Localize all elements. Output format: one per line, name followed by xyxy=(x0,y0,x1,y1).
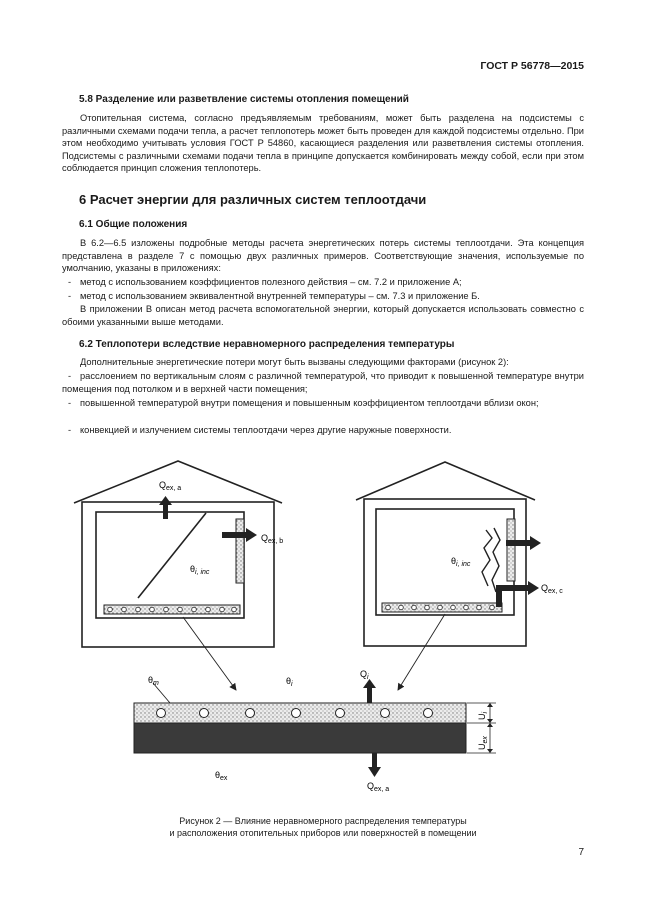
list-item: - конвекцией и излучением системы теплоотдачи через другие наружные поверхности. xyxy=(68,425,452,435)
section-6-2-paragraph: Дополнительные энергетические потери могут быть вызваны следующими факторами (рисунок 2): xyxy=(80,357,509,367)
list-item-text: повышенной температурой внутри помещения и повышенным коэффициентом теплоотдачи вблизи окон; xyxy=(80,398,539,408)
label-u-ex: $U_{ex}$ xyxy=(477,736,489,750)
list-item-text: расслоением по вертикальным слоям с различной температурой, что приводит к повышенной температуре внутри помещения под потолком и в верхней части помещения; xyxy=(62,371,584,394)
section-5-8-title: 5.8 Разделение или разветвление системы отопления помещений xyxy=(79,94,409,105)
section-6-title: 6 Расчет энергии для различных систем теплоотдачи xyxy=(79,192,427,207)
section-6-1-paragraph-2: В приложении В описан метод расчета вспомогательной энергии, который допускается использовать совместно с обоими указанными выше методами. xyxy=(62,304,584,327)
section-6-2-title: 6.2 Теплопотери вследствие неравномерного распределения температуры xyxy=(79,339,455,350)
list-item: - метод с использованием коэффициентов полезного действия – см. 7.2 и приложение А; xyxy=(68,277,462,287)
list-item: - расслоением по вертикальным слоям с различной температурой, что приводит к повышенной температуре внутри помещения под потолком и в верхней части помещения; xyxy=(62,371,584,394)
label-q-i: $Q_i$ xyxy=(360,669,369,681)
label-u-i: $U_i$ xyxy=(477,711,489,720)
list-item-text: метод с использованием эквивалентной внутренней температуры – см. 7.3 и приложение Б. xyxy=(80,291,480,301)
floor-heating-section xyxy=(134,679,496,777)
label-theta-m: $\theta_m$ xyxy=(148,675,159,687)
label-theta-ex: $\theta_{ex}$ xyxy=(215,770,228,782)
label-theta-inc-right: $\theta_{i, inc}$ xyxy=(451,556,471,568)
section-6-1-title: 6.1 Общие положения xyxy=(79,219,188,230)
list-item: - метод с использованием эквивалентной внутренней температуры – см. 7.3 и приложение Б. xyxy=(68,291,480,301)
figure-caption-line-2: и расположения отопительных приборов или поверхностей в помещении xyxy=(169,828,477,838)
section-6-1-paragraph-1: В 6.2—6.5 изложены подробные методы расчета энергетических потерь системы теплоотдачи. Эта концепция представлена в разделе 7 с помощью двух различных примеров. Соответствующие значения, используемые по умолчанию, указаны в приложениях: xyxy=(62,238,584,274)
right-room-illustration xyxy=(356,462,541,646)
label-theta-i: $\theta_i$ xyxy=(286,676,293,688)
figure-caption xyxy=(100,815,546,839)
label-theta-inc-left: $\theta_{i, inc}$ xyxy=(190,564,210,576)
document-header-standard: ГОСТ Р 56778—2015 xyxy=(480,60,584,72)
list-item: - повышенной температурой внутри помещения и повышенным коэффициентом теплоотдачи вблизи окон; xyxy=(68,398,539,408)
label-q-ex-c: $Q_{ex, c}$ xyxy=(541,583,563,595)
label-q-ex-a-top: $Q_{ex, a}$ xyxy=(159,480,182,492)
list-item-text: конвекцией и излучением системы теплоотдачи через другие наружные поверхности. xyxy=(80,425,452,435)
list-item-text: метод с использованием коэффициентов полезного действия – см. 7.2 и приложение А; xyxy=(80,277,462,287)
section-5-8-paragraph: Отопительная система, согласно предъявляемым требованиям, может быть разделена на подсистемы с различными схемами подачи тепла, а расчет теплопотерь может быть проведен для каждой подсистемы отдельно. При этом необходимо учитывать условия ГОСТ Р 54860, касающиеся разделения или разветвления системы отопления. Подсистемы с различными схемами подачи тепла в принципе допускается комбинировать между собой, если при этом соблюдается принцип сложения теплопотерь. xyxy=(62,113,584,174)
label-q-ex-b: $Q_{ex, b}$ xyxy=(261,533,284,545)
page-number: 7 xyxy=(578,847,584,858)
figure-caption-line-1: Рисунок 2 — Влияние неравномерного распределения температуры xyxy=(179,816,467,826)
label-q-ex-a-bottom: $Q_{ex, a}$ xyxy=(367,781,390,793)
